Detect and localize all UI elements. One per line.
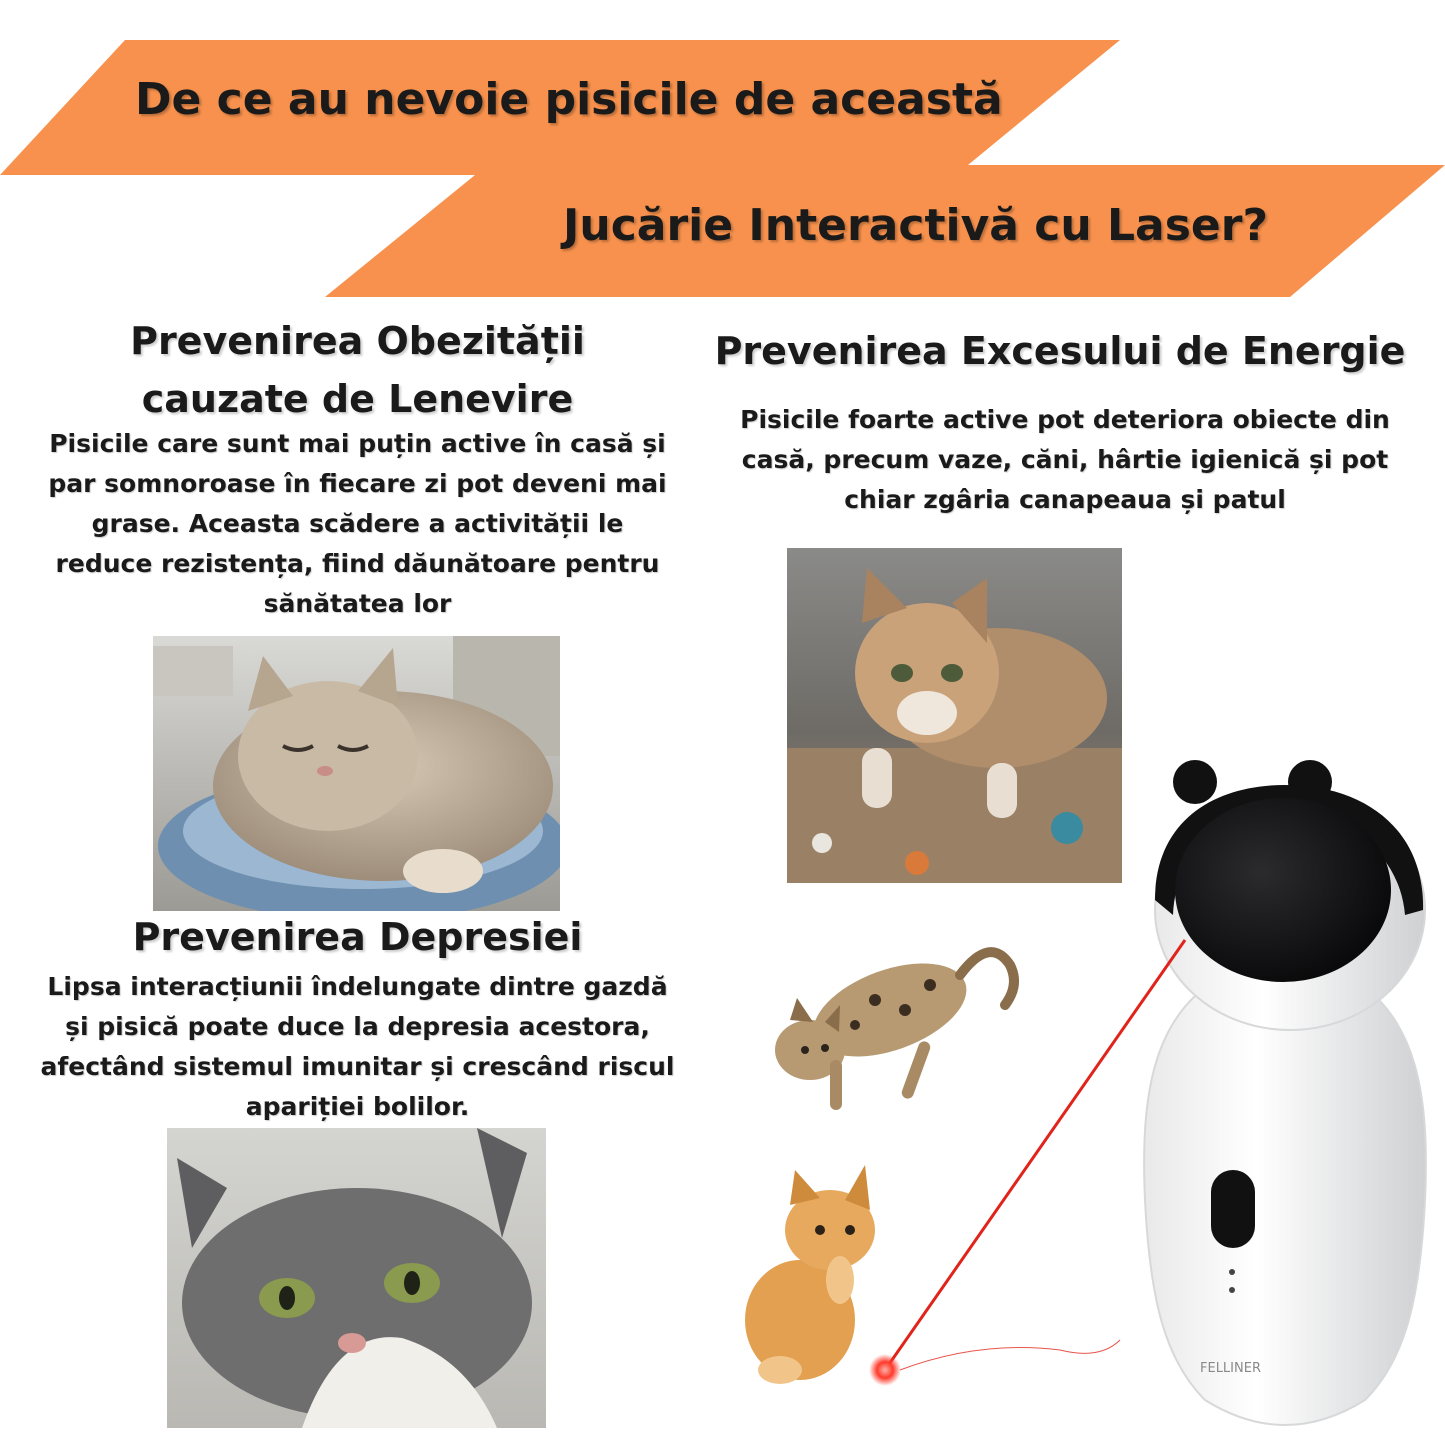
banner-title-line-1: De ce au nevoie pisicile de această — [135, 74, 1003, 125]
energy-heading: Prevenirea Excesului de Energie — [714, 329, 1406, 373]
obesity-text: Pisicile care sunt mai puțin active în casă și par somnoroase în fiecare zi pot deveni mai grase. Aceasta scădere a activității le reduce rezistența, fiind dăunătoare pentru sănătatea lor — [48, 429, 667, 618]
laser-toy-product — [735, 760, 1440, 1440]
header-banner — [0, 0, 1445, 300]
sad-cat-photo — [167, 1128, 546, 1428]
depression-heading: Prevenirea Depresiei — [132, 915, 583, 959]
banner-title-line-2: Jucărie Interactivă cu Laser? — [563, 200, 1268, 251]
sleepy-cat-photo — [153, 636, 560, 911]
depression-text: Lipsa interacțiunii îndelungate dintre gazdă și pisică poate duce la depresia acestora, afectând sistemul imunitar și crescând riscul apariției bolilor. — [40, 972, 675, 1121]
obesity-heading: Prevenirea Obezității cauzate de Lenevire — [130, 319, 585, 421]
banner-shape — [0, 0, 1445, 300]
brand-logo: FELLINER — [1200, 1361, 1261, 1376]
energy-text: Pisicile foarte active pot deteriora obiecte din casă, precum vaze, căni, hârtie igienică și pot chiar zgâria canapeaua și patul — [740, 405, 1390, 514]
